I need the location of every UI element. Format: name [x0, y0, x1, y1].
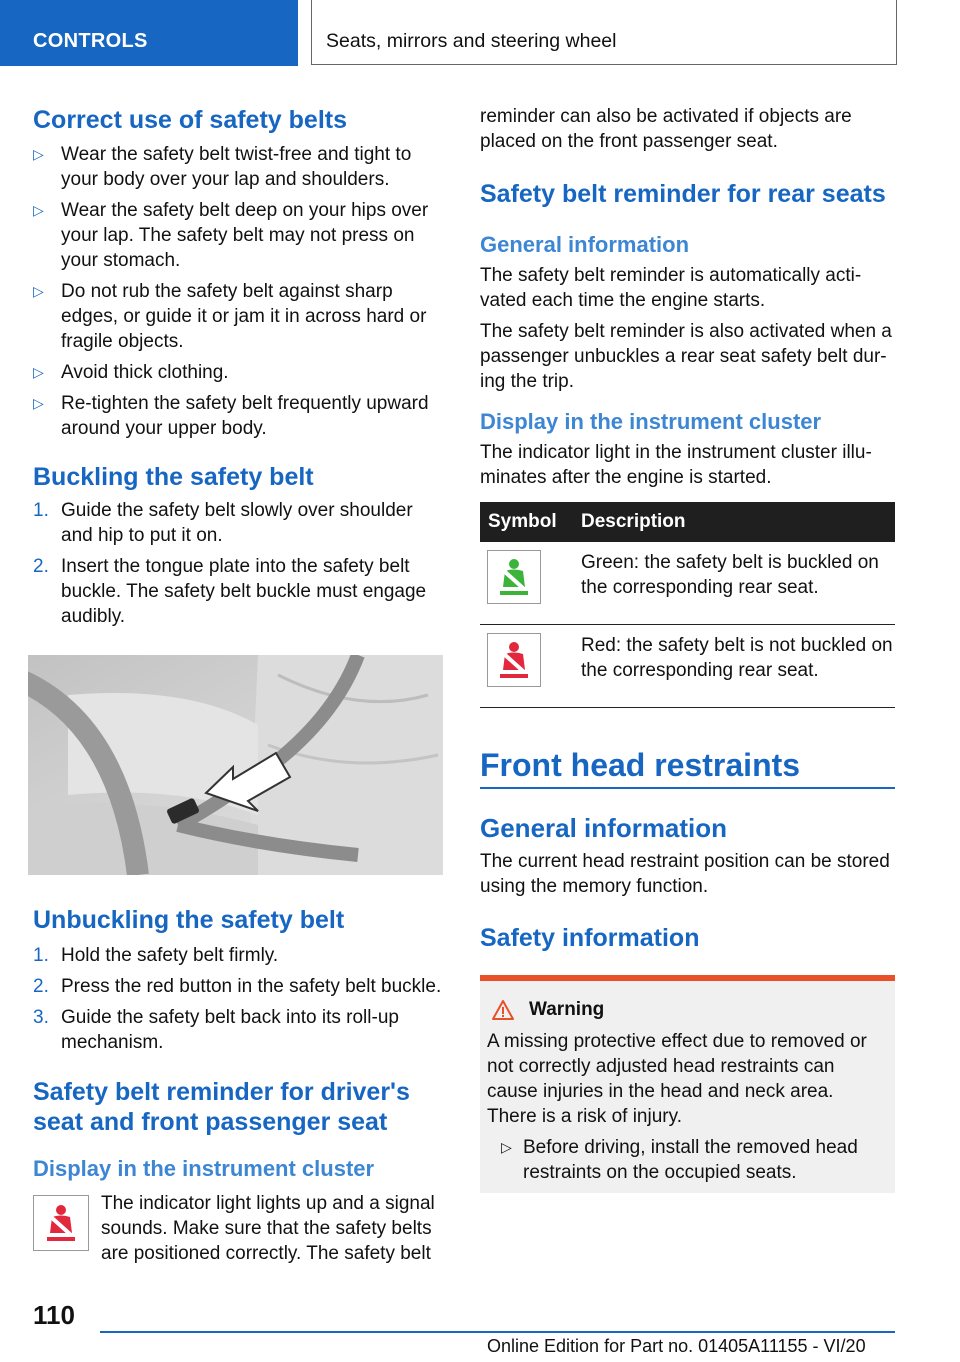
warning-list: [501, 1135, 887, 1185]
reminder-front-row: [33, 1191, 445, 1266]
unbuckling-steps: [33, 943, 445, 1055]
table-header: [480, 502, 895, 542]
heading-safety-info: Safety information: [480, 924, 700, 952]
heading-reminder-rear: Safety belt reminder for rear seats: [480, 180, 886, 208]
display-rear-text: The indicator light in the instrument cluster illu-minates after the engine is started.: [480, 442, 872, 488]
heading-general-head: General information: [480, 813, 728, 843]
list-item: ▷ Wear the safety belt deep on your hips over your lap. The safety belt may not press on your stomach.: [33, 200, 429, 271]
general-rear-p2: The safety belt reminder is also activated when a passenger unbuckles a rear seat safety belt dur-ing the trip.: [480, 321, 892, 392]
chapter-tab: [311, 0, 897, 65]
list-item: 2. Press the red button in the safety belt buckle.: [33, 976, 442, 997]
subheading-general-rear: General information: [480, 232, 690, 257]
triangle-bullet-icon: ▷: [33, 146, 44, 162]
reminder-front-text: The indicator light lights up and a signal sounds. Make sure that the safety belts are positioned correctly. The safety belt: [101, 1193, 435, 1264]
correct-use-list: [33, 142, 445, 441]
triangle-bullet-icon: ▷: [33, 202, 44, 218]
general-head-text: The current head restraint position can be stored using the memory function.: [480, 851, 890, 897]
warning-label: Warning: [529, 999, 605, 1020]
warning-heading: [491, 999, 887, 1021]
list-item: ▷ Wear the safety belt twist-free and tight to your body over your lap and shoulders.: [33, 144, 412, 190]
triangle-bullet-icon: ▷: [501, 1139, 512, 1155]
page-number: 110: [33, 1300, 75, 1330]
list-item: ▷ Re-tighten the safety belt frequently upward around your upper body.: [33, 393, 429, 439]
left-column-bottom: [33, 905, 445, 1266]
list-item: ▷ Before driving, install the removed head restraints on the occupied seats.: [501, 1137, 858, 1183]
chapter-title: Seats, mirrors and steering wheel: [326, 30, 617, 52]
seatbelt-green-icon: [487, 550, 541, 604]
heading-correct-use: Correct use of safety belts: [33, 106, 347, 134]
heading-reminder-front: Safety belt reminder for driver's seat and front passenger seat: [33, 1078, 410, 1136]
list-item: 1. Hold the safety belt firmly.: [33, 945, 279, 966]
right-column: [480, 104, 895, 1193]
buckling-steps: [33, 498, 445, 629]
list-item: 3. Guide the safety belt back into its roll-up mechanism.: [33, 1007, 399, 1053]
edition-text: Online Edition for Part no. 01405A11155 - VI/20: [487, 1336, 866, 1356]
list-item: ▷ Avoid thick clothing.: [33, 362, 229, 383]
list-item: 2. Insert the tongue plate into the safety belt buckle. The safety belt buckle must engage audibly.: [33, 556, 427, 627]
warning-triangle-icon: [491, 999, 515, 1021]
triangle-bullet-icon: ▷: [33, 395, 44, 411]
seatbelt-red-icon: [487, 633, 541, 687]
general-rear-p1: The safety belt reminder is automatically acti-vated each time the engine starts.: [480, 265, 862, 311]
footer-rule: [100, 1331, 895, 1333]
heading-unbuckling: Unbuckling the safety belt: [33, 906, 345, 934]
row-text-red: Red: the safety belt is not buckled on the corresponding rear seat.: [581, 625, 895, 708]
list-item: ▷ Do not rub the safety belt against sharp edges, or guide it or jam it in across hard or fragile objects.: [33, 281, 427, 352]
list-item: 1. Guide the safety belt slowly over shoulder and hip to put it on.: [33, 500, 413, 546]
continued-text: reminder can also be activated if objects are placed on the front passenger seat.: [480, 106, 852, 152]
heading-buckling: Buckling the safety belt: [33, 463, 314, 491]
section-tab: [0, 0, 298, 66]
subheading-display-front: Display in the instrument cluster: [33, 1156, 375, 1181]
table-row: [480, 542, 895, 625]
triangle-bullet-icon: ▷: [33, 283, 44, 299]
triangle-bullet-icon: ▷: [33, 364, 44, 380]
seatbelt-buckle-photo: [28, 655, 443, 875]
col-symbol: Symbol: [480, 502, 581, 542]
left-column-top: [33, 100, 445, 629]
table-row: [480, 625, 895, 708]
section-title: CONTROLS: [33, 30, 148, 52]
warning-box: [480, 975, 895, 1193]
col-description: Description: [581, 502, 895, 542]
heading-head-restraints: Front head restraints: [480, 747, 801, 783]
symbol-table: [480, 502, 895, 708]
warning-text: A missing protective effect due to removed or not correctly adjusted head restraints can cause injuries in the head and neck area. There is a risk of injury.: [487, 1031, 867, 1127]
row-text-green: Green: the safety belt is buckled on the corresponding rear seat.: [581, 542, 895, 625]
heading-rule: [480, 787, 895, 789]
subheading-display-rear: Display in the instrument cluster: [480, 409, 822, 434]
seatbelt-red-icon: [33, 1195, 89, 1251]
